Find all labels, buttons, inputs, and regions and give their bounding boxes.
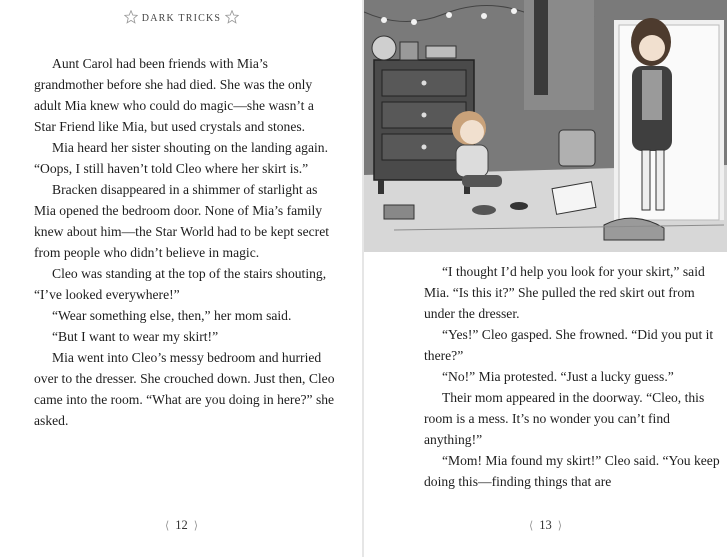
ornament-icon: ⟨: [164, 520, 170, 532]
star-icon: [225, 10, 239, 24]
right-page: [364, 0, 727, 557]
paragraph: Mia heard her sister shouting on the landing again. “Oops, I still haven’t told Cleo where her skirt is.”: [34, 140, 328, 176]
paragraph: Aunt Carol had been friends with Mia’s grandmother before she had died. She was the only adult Mia knew who could do magic—she wasn’t a Star Friend like Mia, but used crystals and stones.: [34, 56, 314, 134]
illustration-svg: [364, 0, 727, 252]
paragraph: “Wear something else, then,” her mom said.: [52, 308, 292, 323]
running-head-title: DARK TRICKS: [141, 13, 222, 24]
page-number-right: [364, 518, 727, 533]
right-body-text: [424, 261, 724, 492]
paragraph: Their mom appeared in the doorway. “Cleo, this room is a mess. It’s no wonder you can’t find anything!”: [424, 390, 705, 447]
paragraph: Mia went into Cleo’s messy bedroom and hurried over to the dresser. She crouched down. Just then, Cleo came into the room. “What are you doing in here?” she asked.: [34, 350, 335, 428]
paragraph: Bracken disappeared in a shimmer of starlight as Mia opened the bedroom door. None of Mia’s family knew about him—the Star World had to be kept secret from people who didn’t believe in magic.: [34, 182, 329, 260]
paragraph: “Mom! Mia found my skirt!” Cleo said. “You keep doing this—finding things that are: [424, 453, 720, 489]
ornament-icon: ⟨: [528, 520, 534, 532]
paragraph: Cleo was standing at the top of the stairs shouting, “I’ve looked everywhere!”: [34, 266, 327, 302]
page-number: 13: [539, 518, 552, 532]
paragraph: “I thought I’d help you look for your skirt,” said Mia. “Is this it?” She pulled the red skirt out from under the dresser.: [424, 264, 705, 321]
paragraph: “But I want to wear my skirt!”: [52, 329, 219, 344]
paragraph: “Yes!” Cleo gasped. She frowned. “Did you put it there?”: [424, 327, 714, 363]
ornament-icon: ⟩: [557, 520, 563, 532]
paragraph: “No!” Mia protested. “Just a lucky guess.”: [442, 369, 674, 384]
page-number-left: [0, 518, 363, 533]
left-page: [0, 0, 363, 557]
page-number: 12: [175, 518, 188, 532]
ornament-icon: ⟩: [193, 520, 199, 532]
running-head: [0, 10, 363, 24]
star-icon: [124, 10, 138, 24]
bedroom-illustration: [364, 0, 727, 252]
left-body-text: [34, 53, 339, 431]
